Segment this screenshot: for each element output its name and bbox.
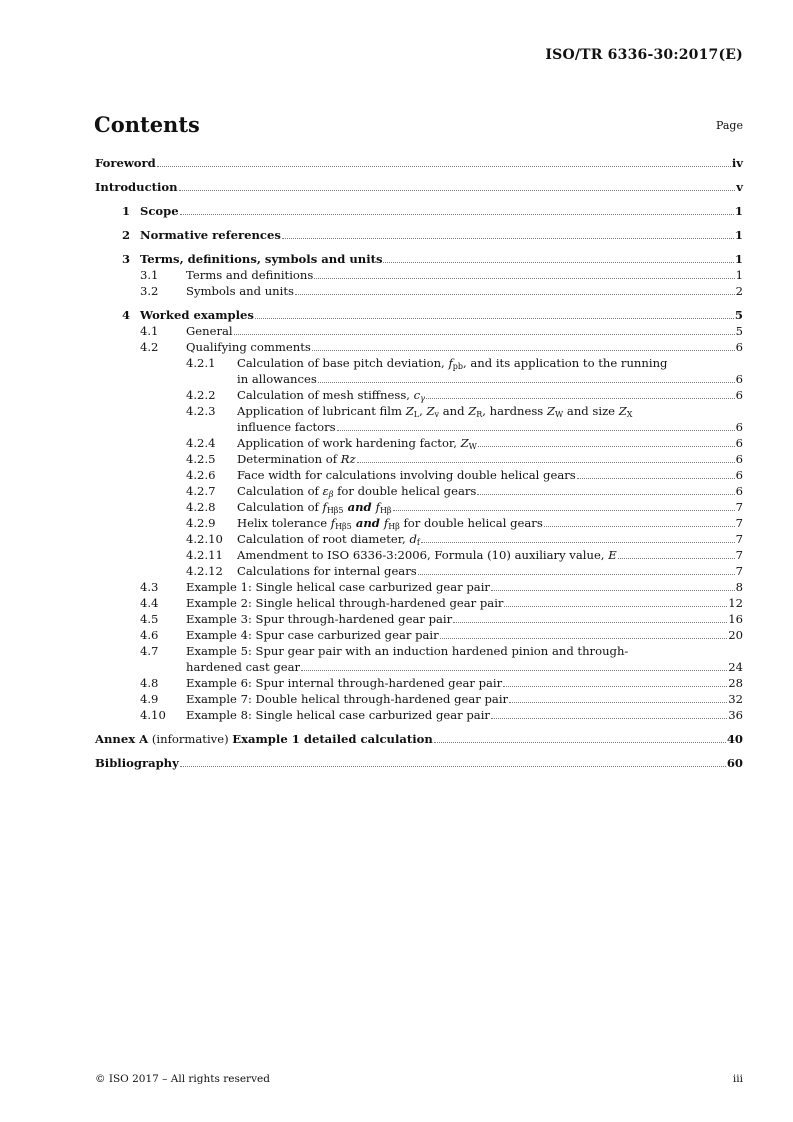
page-title: Contents (94, 112, 200, 137)
entry-title (186, 707, 490, 723)
title-segment: Symbols and units (186, 284, 294, 298)
entry-title (186, 675, 502, 691)
section-number: 3.2 (140, 284, 159, 298)
toc-entry[interactable] (95, 387, 743, 403)
title-segment: Determination of (237, 452, 341, 466)
dot-leader (255, 318, 734, 319)
entry-title (95, 179, 178, 195)
page-ref[interactable]: v (736, 180, 743, 194)
dot-leader (312, 350, 735, 351)
toc-entry[interactable] (95, 675, 743, 691)
title-segment: W (468, 442, 477, 451)
toc-entry[interactable] (95, 283, 743, 299)
page-ref[interactable]: 1 (734, 228, 743, 242)
section-number: 4.2.2 (186, 388, 216, 402)
toc-entry[interactable] (95, 323, 743, 339)
section-number: 4.2.1 (186, 356, 216, 370)
dot-leader (618, 558, 735, 559)
toc-entry[interactable] (95, 731, 743, 747)
toc-entry[interactable] (95, 355, 743, 371)
toc-entry[interactable] (95, 691, 743, 707)
entry-title (186, 611, 452, 627)
entry-title (186, 579, 490, 595)
page-ref[interactable]: 28 (728, 676, 743, 690)
toc-entry[interactable] (95, 467, 743, 483)
toc-entry[interactable] (95, 251, 743, 267)
page-ref[interactable]: iv (731, 156, 743, 170)
title-segment: Example 1 detailed calculation (232, 732, 433, 746)
title-segment: R (476, 410, 483, 419)
page-ref[interactable]: 1 (735, 268, 743, 282)
title-segment: and (439, 404, 469, 418)
title-segment: Z (460, 436, 469, 450)
title-segment: in allowances (237, 372, 317, 386)
toc-entry-continuation[interactable] (95, 659, 743, 675)
entry-title (186, 659, 300, 675)
page-ref[interactable]: 7 (735, 548, 743, 562)
section-number: 4.2.7 (186, 484, 216, 498)
title-segment: Face width for calculations involving double helical gears (237, 468, 576, 482)
entry-title (140, 307, 254, 323)
dot-leader (318, 382, 735, 383)
dot-leader (491, 590, 735, 591)
dot-leader (491, 718, 727, 719)
title-segment: Example 7: Double helical through-hardened gear pair (186, 692, 509, 706)
table-of-contents (95, 155, 743, 771)
dot-leader (477, 494, 734, 495)
dot-leader (503, 686, 727, 687)
title-segment: Application of work hardening factor, (237, 436, 461, 450)
section-number: 4.10 (140, 708, 166, 722)
title-segment: and (343, 500, 376, 514)
title-segment: Example 4: Spur case carburized gear pair (186, 628, 439, 642)
section-number: 3 (122, 252, 131, 266)
dot-leader (393, 510, 735, 511)
toc-entry[interactable] (95, 515, 743, 531)
title-segment: c (413, 388, 421, 402)
title-segment: E (608, 548, 617, 562)
page-ref[interactable]: 7 (735, 564, 743, 578)
title-segment: γ (420, 394, 425, 403)
title-segment: Example 6: Spur internal through-hardened gear pair (186, 676, 503, 690)
dot-leader (426, 398, 735, 399)
toc-entry-continuation[interactable] (95, 371, 743, 387)
section-number: 4 (122, 308, 131, 322)
title-segment: , hardness (482, 404, 547, 418)
entry-title (186, 267, 313, 283)
page-ref[interactable]: 8 (735, 580, 743, 594)
toc-entry[interactable] (95, 755, 743, 771)
page-column-label: Page (715, 119, 743, 132)
page-ref[interactable]: 12 (728, 596, 743, 610)
toc-entry[interactable] (95, 451, 743, 467)
title-segment: Worked examples (140, 308, 254, 322)
title-segment: Hβ (379, 506, 392, 515)
section-number: 4.6 (140, 628, 159, 642)
section-number: 4.3 (140, 580, 159, 594)
title-segment: d (409, 532, 417, 546)
entry-title (186, 283, 294, 299)
title-segment: Helix tolerance (237, 516, 331, 530)
page-ref[interactable]: 2 (735, 284, 743, 298)
entry-title (237, 371, 317, 387)
page-ref[interactable]: 5 (734, 308, 743, 322)
section-number: 4.2.10 (186, 532, 223, 546)
title-segment: Calculations for internal gears (237, 564, 417, 578)
toc-entry[interactable] (95, 403, 743, 419)
section-number: 3.1 (140, 268, 159, 282)
title-segment: Foreword (95, 156, 156, 170)
title-segment: hardened cast gear (186, 660, 301, 674)
dot-leader (234, 334, 735, 335)
title-segment: W (555, 410, 564, 419)
toc-entry[interactable] (95, 643, 743, 659)
entry-title (237, 435, 477, 451)
section-number: 4.2 (140, 340, 159, 354)
title-segment: Calculation of (237, 500, 323, 514)
entry-title (237, 403, 632, 419)
toc-entry[interactable] (95, 155, 743, 171)
entry-title (237, 419, 336, 435)
title-segment: Example 2: Single helical through-hardened gear pair (186, 596, 504, 610)
title-segment: ε (322, 484, 329, 498)
page-ref[interactable]: 16 (728, 612, 743, 626)
section-number: 4.2.9 (186, 516, 216, 530)
dot-leader (282, 238, 734, 239)
dot-leader (504, 606, 727, 607)
title-segment: Example 1: Single helical case carburized gear pair (186, 580, 490, 594)
title-segment: Calculation of base pitch deviation, (237, 356, 449, 370)
toc-entry[interactable] (95, 483, 743, 499)
page-ref[interactable]: 6 (735, 452, 743, 466)
toc-entry[interactable] (95, 435, 743, 451)
page-ref[interactable]: 6 (735, 340, 743, 354)
dot-leader (434, 742, 726, 743)
title-segment: Terms, definitions, symbols and units (140, 252, 383, 266)
title-segment: Z (426, 404, 435, 418)
title-segment: Application of lubricant film (237, 404, 406, 418)
dot-leader (157, 166, 731, 167)
title-segment: Calculation of (237, 484, 323, 498)
entry-title (140, 251, 382, 267)
title-segment: f (322, 500, 327, 514)
section-number: 4.4 (140, 596, 159, 610)
title-segment: Calculation of root diameter, (237, 532, 410, 546)
toc-entry[interactable] (95, 547, 743, 563)
entry-title (186, 339, 311, 355)
entry-title (186, 643, 628, 659)
page-ref[interactable]: 6 (735, 436, 743, 450)
title-segment: Z (546, 404, 555, 418)
dot-leader (577, 478, 735, 479)
page-ref[interactable]: 7 (735, 532, 743, 546)
dot-leader (509, 702, 727, 703)
toc-entry[interactable] (95, 227, 743, 243)
entry-title (186, 595, 503, 611)
section-number: 4.2.12 (186, 564, 223, 578)
title-segment: Scope (140, 204, 179, 218)
toc-entry[interactable] (95, 611, 743, 627)
section-number: 1 (122, 204, 131, 218)
entry-title (140, 227, 281, 243)
section-number: 4.2.5 (186, 452, 216, 466)
section-number: 4.5 (140, 612, 159, 626)
page-ref[interactable]: 5 (735, 324, 743, 338)
entry-title (186, 627, 439, 643)
toc-entry[interactable] (95, 595, 743, 611)
section-number: 4.7 (140, 644, 159, 658)
title-segment: Hβ5 (326, 506, 344, 515)
title-segment: f (375, 500, 380, 514)
title-segment: and (351, 516, 384, 530)
entry-title (95, 155, 156, 171)
title-segment: v (434, 410, 440, 419)
dot-leader (418, 574, 735, 575)
entry-title (237, 499, 392, 515)
toc-entry-continuation[interactable] (95, 419, 743, 435)
page-ref[interactable]: 1 (734, 252, 743, 266)
entry-title (237, 451, 356, 467)
dot-leader (180, 214, 734, 215)
section-number: 2 (122, 228, 131, 242)
entry-title (237, 387, 425, 403)
page-ref[interactable]: 6 (735, 372, 743, 386)
section-number: 4.2.3 (186, 404, 216, 418)
title-segment: , (419, 404, 427, 418)
dot-leader (478, 446, 735, 447)
entry-title (237, 547, 617, 563)
entry-title (186, 691, 508, 707)
page-ref[interactable]: 40 (726, 732, 743, 746)
entry-title (95, 731, 433, 747)
section-number: 4.2.8 (186, 500, 216, 514)
toc-entry[interactable] (95, 531, 743, 547)
entry-title (140, 203, 179, 219)
document-id: ISO/TR 6336-30:2017(E) (545, 47, 743, 63)
title-segment: Z (468, 404, 477, 418)
title-segment: Example 8: Single helical case carburized gear pair (186, 708, 490, 722)
title-segment: f (416, 538, 420, 547)
dot-leader (295, 294, 735, 295)
dot-leader (544, 526, 735, 527)
toc-entry[interactable] (95, 179, 743, 195)
dot-leader (383, 262, 733, 263)
section-number: 4.2.6 (186, 468, 216, 482)
dot-leader (440, 638, 728, 639)
page-ref[interactable]: 6 (735, 420, 743, 434)
section-number: 4.8 (140, 676, 159, 690)
title-segment: for double helical gears (333, 484, 477, 498)
page-ref[interactable]: 60 (726, 756, 743, 770)
dot-leader (453, 622, 727, 623)
page-ref[interactable]: 7 (735, 500, 743, 514)
dot-leader (301, 670, 727, 671)
title-segment: Bibliography (95, 756, 179, 770)
title-segment: Amendment to ISO 6336-3:2006, Formula (10) auxiliary value, (237, 548, 609, 562)
title-segment: X (626, 410, 633, 419)
toc-entry[interactable] (95, 579, 743, 595)
title-segment: Introduction (95, 180, 178, 194)
title-segment: influence factors (237, 420, 336, 434)
title-segment: , and its application to the running (462, 356, 668, 370)
title-segment: pb (452, 362, 463, 371)
title-segment: Hβ5 (335, 522, 352, 531)
page-ref[interactable]: 20 (728, 628, 743, 642)
page-ref[interactable]: 1 (734, 204, 743, 218)
page-ref[interactable]: 32 (728, 692, 743, 706)
entry-title (237, 531, 420, 547)
title-segment: Annex A (95, 732, 149, 746)
title-segment: and size (563, 404, 619, 418)
title-segment: Z (405, 404, 414, 418)
title-segment: Example 5: Spur gear pair with an induction hardened pinion and through- (186, 644, 629, 658)
page-ref[interactable]: 24 (728, 660, 743, 674)
title-segment: Rz (340, 452, 356, 466)
entry-title (186, 323, 233, 339)
dot-leader (179, 190, 736, 191)
toc-entry[interactable] (95, 627, 743, 643)
section-number: 4.9 (140, 692, 159, 706)
title-segment: β (328, 490, 334, 499)
title-segment: General (186, 324, 233, 338)
toc-entry[interactable] (95, 307, 743, 323)
dot-leader (314, 278, 734, 279)
title-segment: Z (618, 404, 627, 418)
toc-entry[interactable] (95, 203, 743, 219)
toc-entry[interactable] (95, 499, 743, 515)
copyright-notice: © ISO 2017 – All rights reserved (95, 1073, 270, 1085)
page-ref[interactable]: 36 (728, 708, 743, 722)
entry-title (237, 355, 667, 371)
title-segment: (informative) (148, 732, 233, 746)
entry-title (237, 563, 417, 579)
page-ref[interactable]: 7 (735, 516, 743, 530)
page-ref[interactable]: 6 (735, 484, 743, 498)
toc-entry[interactable] (95, 563, 743, 579)
dot-leader (357, 462, 735, 463)
title-segment: f (330, 516, 336, 530)
title-segment: for double helical gears (399, 516, 543, 530)
page-number: iii (732, 1073, 743, 1085)
section-number: 4.2.11 (186, 548, 223, 562)
toc-entry[interactable] (95, 267, 743, 283)
entry-title (95, 755, 179, 771)
section-number: 4.2.4 (186, 436, 216, 450)
entry-title (237, 515, 543, 531)
page-ref[interactable]: 6 (735, 388, 743, 402)
title-segment: Qualifying comments (186, 340, 311, 354)
page-ref[interactable]: 6 (735, 468, 743, 482)
toc-entry[interactable] (95, 339, 743, 355)
section-number: 4.1 (140, 324, 159, 338)
title-segment: f (448, 356, 453, 370)
entry-title (237, 467, 576, 483)
title-segment: Calculation of mesh stiffness, (237, 388, 414, 402)
toc-entry[interactable] (95, 707, 743, 723)
title-segment: f (383, 516, 389, 530)
title-segment: Normative references (140, 228, 281, 242)
title-segment: L (413, 410, 420, 419)
entry-title (237, 483, 476, 499)
dot-leader (421, 542, 735, 543)
title-segment: Terms and definitions (186, 268, 314, 282)
dot-leader (180, 766, 726, 767)
title-segment: Hβ (388, 522, 400, 531)
title-segment: Example 3: Spur through-hardened gear pair (186, 612, 453, 626)
dot-leader (337, 430, 735, 431)
